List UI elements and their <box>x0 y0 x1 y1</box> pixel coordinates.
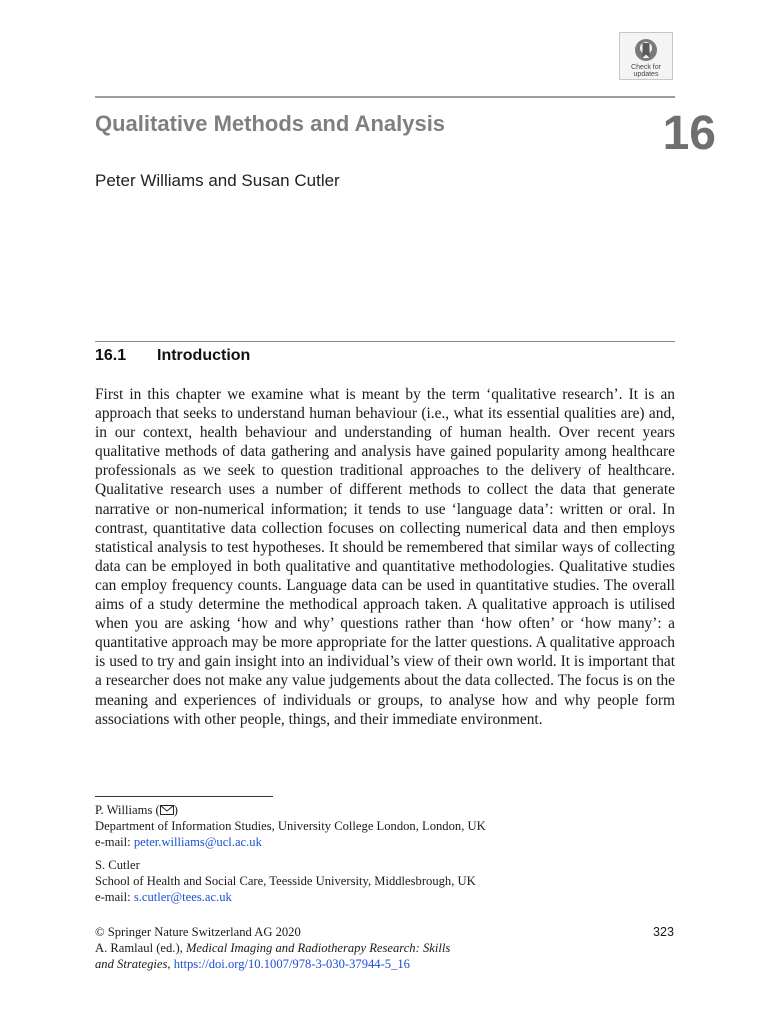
chapter-title: Qualitative Methods and Analysis <box>95 111 446 136</box>
page-number: 323 <box>652 925 674 939</box>
footnote-rule <box>95 796 273 797</box>
affiliation-email-line: e-mail: s.cutler@tees.ac.uk <box>95 890 232 904</box>
chapter-number: 16 <box>662 107 716 160</box>
doi-link[interactable]: https://doi.org/10.1007/978-3-030-37944-5_16 <box>173 957 410 971</box>
affiliation-cutler <box>95 857 476 905</box>
section-title: Introduction <box>157 347 251 364</box>
affiliation-department: School of Health and Social Care, Teesside University, Middlesbrough, UK <box>95 874 476 888</box>
header-rule <box>95 96 675 98</box>
email-link[interactable]: peter.williams@ucl.ac.uk <box>133 835 262 849</box>
intro-paragraph: First in this chapter we examine what is meant by the term ‘qualitative research’. It is an approach that seeks to understand human behaviour (i.e., what its essential qualities are) and, in our context, health behaviour and understanding of human health. Over recent years qualitative methods of data gathering and analysis have gained popularity among healthcare professionals as we seek to question traditional approaches to the delivery of healthcare. Qualitative research uses a number of different methods to collect the data that generate narrative or non-numerical information; it tends to use ‘language data’: written or oral. In contrast, quantitative data collection focuses on collecting numerical data and then employs statistical analysis to test hypotheses. It should be remembered that similar ways of collecting data can be employed in both qualitative and quantitative methodologies. Qualitative studies can employ frequency counts. Language data can be used in quantitative studies. The overall aims of a study determine the methodical approach taken. A qualitative approach is utilised when you are asking ‘how and why’ questions rather than ‘how often’ or ‘how many’: a quantitative approach may be more appropriate for the latter questions. A qualitative approach is used to try and gain insight into an individual’s view of their own world. It is important that a researcher does not make any value judgements about the data collected. The focus is on the meaning and experiences of individuals or groups, to analyse how and why people form associations with other people, things, and their immediate environment. <box>95 386 675 728</box>
affiliation-department: Department of Information Studies, University College London, London, UK <box>95 819 486 833</box>
citation-line-1: A. Ramlaul (ed.), Medical Imaging and Radiotherapy Research: Skills <box>95 941 451 955</box>
section-heading <box>95 347 250 365</box>
book-title: Medical Imaging and Radiotherapy Research: Skills <box>185 941 451 955</box>
affiliation-email-line: e-mail: peter.williams@ucl.ac.uk <box>95 835 262 849</box>
citation-line-2: and Strategies, https://doi.org/10.1007/978-3-030-37944-5_16 <box>95 957 410 971</box>
section-number: 16.1 <box>95 347 127 364</box>
email-link[interactable]: s.cutler@tees.ac.uk <box>133 890 232 904</box>
copyright-block <box>95 924 450 972</box>
check-for-updates-badge[interactable] <box>619 32 673 80</box>
chapter-authors: Peter Williams and Susan Cutler <box>95 171 340 190</box>
crossmark-icon <box>632 37 660 63</box>
envelope-icon[interactable] <box>160 805 174 815</box>
section-rule <box>95 341 675 342</box>
affiliation-williams <box>95 802 486 850</box>
badge-line-1: Check for <box>631 64 661 71</box>
badge-line-2: updates <box>633 71 659 78</box>
affiliation-name: P. Williams ( ) <box>95 803 178 817</box>
affiliation-name: S. Cutler <box>95 858 140 872</box>
copyright-line: © Springer Nature Switzerland AG 2020 <box>95 925 301 939</box>
